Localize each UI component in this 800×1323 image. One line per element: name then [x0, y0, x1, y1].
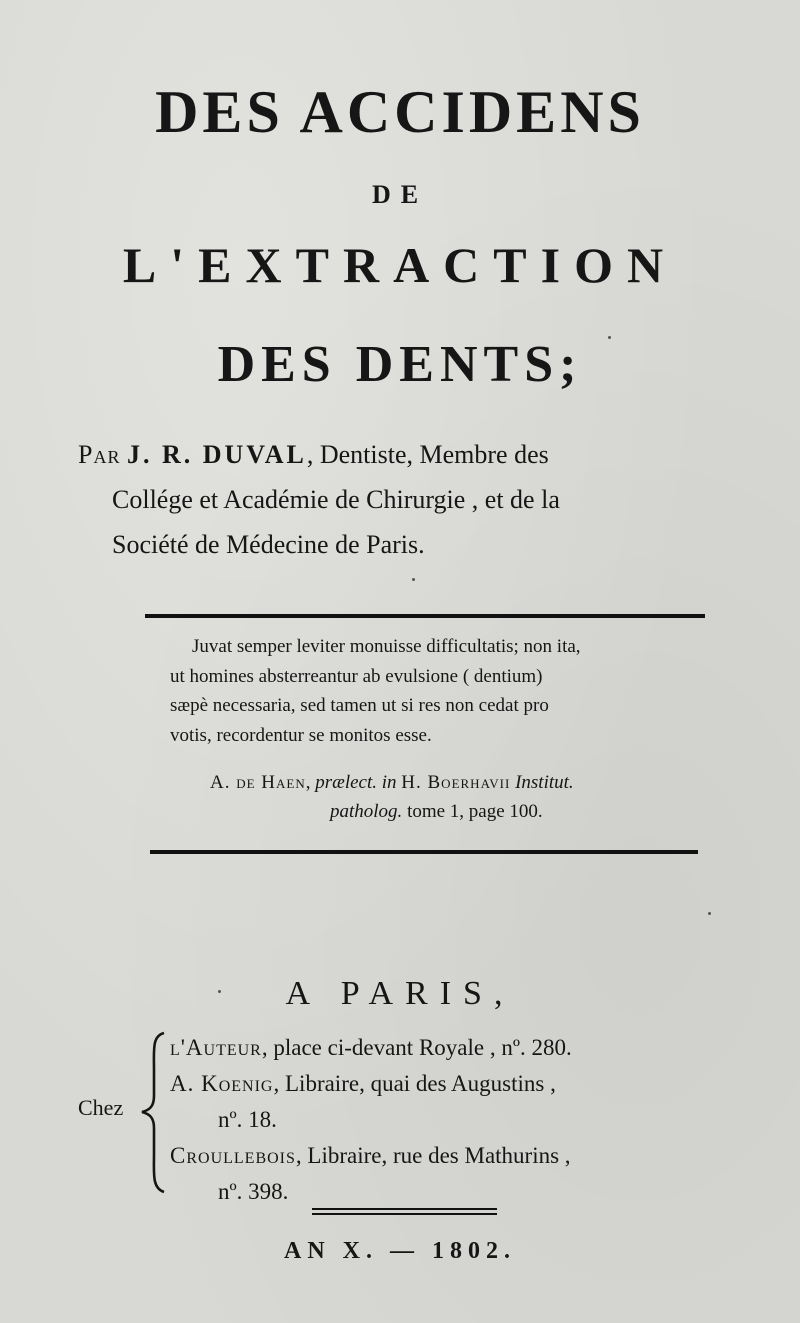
title-line-3: L'EXTRACTION: [122, 237, 678, 293]
imprint-date: AN X. — 1802.: [284, 1238, 516, 1264]
publisher-name: A. Koenig: [170, 1071, 274, 1096]
cite-work-1: prælect.: [315, 772, 377, 793]
author-name: J. R. DUVAL: [126, 440, 307, 469]
publisher-address-continued: nº. 18.: [218, 1107, 277, 1132]
epigraph-line-1: Juvat semper leviter monuisse difficultatis; non ita,: [192, 636, 581, 657]
epigraph-line-2: ut homines absterreantur ab evulsione ( dentium): [170, 665, 543, 687]
publisher-address: , Libraire, rue des Mathurins ,: [295, 1143, 571, 1168]
rule-top: [145, 614, 705, 618]
title-line-1: DES ACCIDENS: [155, 79, 645, 145]
publisher-address: , Libraire, quai des Augustins ,: [273, 1071, 556, 1096]
cite-ref: tome 1, page 100.: [407, 801, 543, 822]
publisher-entry: [170, 1030, 572, 1066]
paper-speck: [218, 990, 221, 993]
cite-author: A. de Haen: [210, 772, 306, 793]
epigraph-citation: A. de Haen, prælect. in H. Boerhavii Institut. patholog. tome 1, page 100.: [210, 772, 574, 822]
cite-in: in: [381, 772, 397, 793]
title-line-2: DE: [371, 180, 429, 209]
epigraph: [170, 632, 680, 750]
cite-name: H. Boerhavii: [401, 772, 511, 793]
paper-speck: [708, 912, 711, 915]
publisher-entry: [170, 1138, 572, 1174]
author-line-3: Société de Médecine de Paris.: [112, 530, 425, 559]
epigraph-line-3: sæpè necessaria, sed tamen ut si res non cedat pro: [170, 695, 549, 716]
author-line-1: [78, 433, 549, 476]
imprint-city: A PARIS,: [285, 975, 515, 1012]
author-line-2: Collége et Académie de Chirurgie , et de la: [112, 485, 560, 514]
author-line-1-rest: , Dentiste, Membre des: [306, 440, 549, 469]
publisher-entry: [170, 1066, 572, 1102]
publisher-list: [170, 1030, 572, 1210]
rule-bottom: [150, 850, 698, 854]
publisher-address-continued: nº. 398.: [218, 1179, 289, 1204]
author-prefix: Par: [78, 440, 121, 469]
cite-work-2: Institut.: [515, 772, 574, 793]
paper-speck: [608, 336, 611, 339]
title-line-4: DES DENTS;: [217, 336, 583, 393]
cite-work-3: patholog.: [330, 801, 403, 822]
epigraph-line-4: votis, recordentur se monitos esse.: [170, 724, 432, 746]
curly-brace-icon: [138, 1030, 168, 1195]
double-rule-top: [312, 1208, 497, 1210]
publisher-address: , place ci-devant Royale , nº. 280.: [261, 1035, 572, 1060]
publisher-name: l'Auteur: [170, 1035, 262, 1060]
paper-speck: [412, 578, 415, 581]
imprint-chez: Chez: [78, 1095, 124, 1120]
publisher-name: Croullebois: [170, 1143, 296, 1168]
double-rule-bottom: [312, 1213, 497, 1215]
